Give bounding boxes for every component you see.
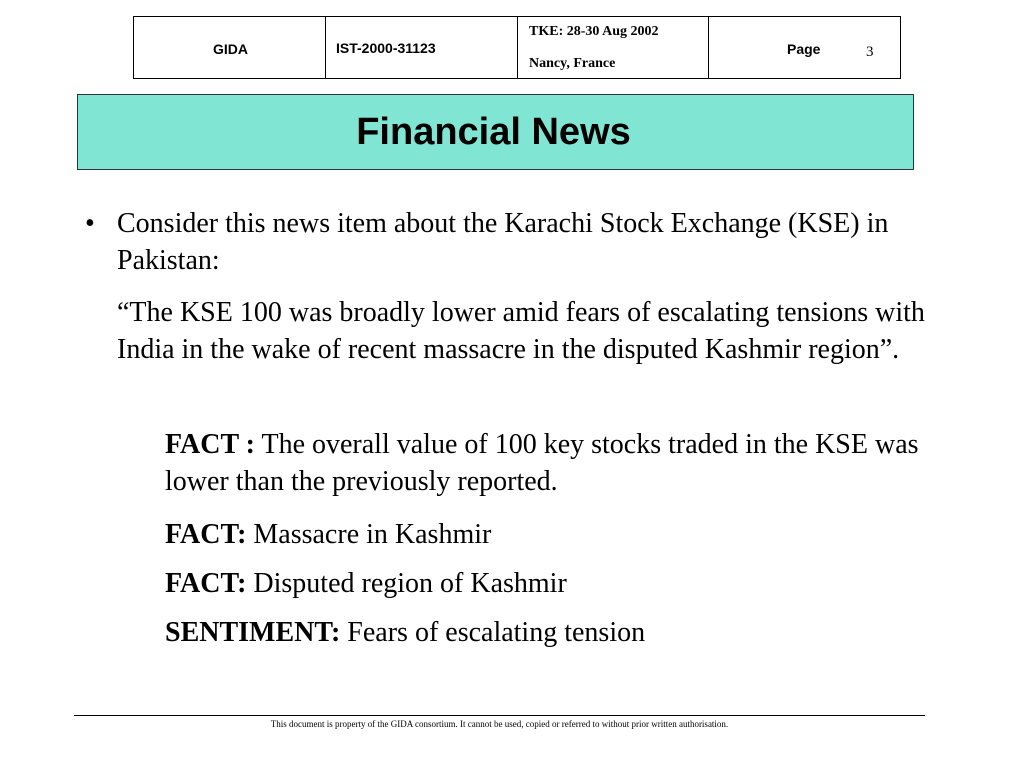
sentiment-label: SENTIMENT: — [165, 617, 341, 648]
event-location: Nancy, France — [529, 56, 616, 71]
bullet-icon: • — [85, 208, 95, 239]
sentiment-text: Fears of escalating tension — [347, 617, 646, 648]
page-number: 3 — [866, 44, 874, 60]
event-date: TKE: 28-30 Aug 2002 — [529, 24, 659, 39]
fact-item — [165, 516, 945, 553]
fact-text: Massacre in Kashmir — [253, 519, 492, 550]
fact-text: Disputed region of Kashmir — [253, 568, 567, 599]
intro-paragraph: Consider this news item about the Karachi Stock Exchange (KSE) in Pakistan: — [117, 208, 889, 276]
sentiment-item — [165, 614, 945, 651]
fact-label: FACT: — [165, 568, 247, 599]
org-label: GIDA — [213, 41, 248, 57]
header-project-cell — [326, 17, 518, 78]
header-page-cell — [709, 17, 900, 78]
page-title: Financial News — [356, 110, 631, 153]
fact-item — [165, 426, 945, 500]
footer-divider — [74, 715, 925, 716]
fact-label: FACT: — [165, 519, 247, 550]
news-quote: “The KSE 100 was broadly lower amid fears of escalating tensions with India in the wake of recent massacre in the disputed Kashmir region”. — [117, 297, 925, 365]
header-event-cell — [518, 17, 709, 78]
fact-item — [165, 565, 945, 602]
header-table — [133, 16, 901, 79]
header-org-cell — [134, 17, 326, 78]
page-label: Page — [787, 41, 821, 57]
fact-text: The overall value of 100 key stocks traded in the KSE was lower than the previously reported. — [165, 429, 919, 497]
fact-label: FACT : — [165, 429, 255, 460]
title-banner — [77, 94, 914, 170]
project-id: IST-2000-31123 — [336, 40, 436, 56]
footer-notice: This document is property of the GIDA consortium. It cannot be used, copied or referred to without prior written authorisation. — [270, 719, 729, 729]
